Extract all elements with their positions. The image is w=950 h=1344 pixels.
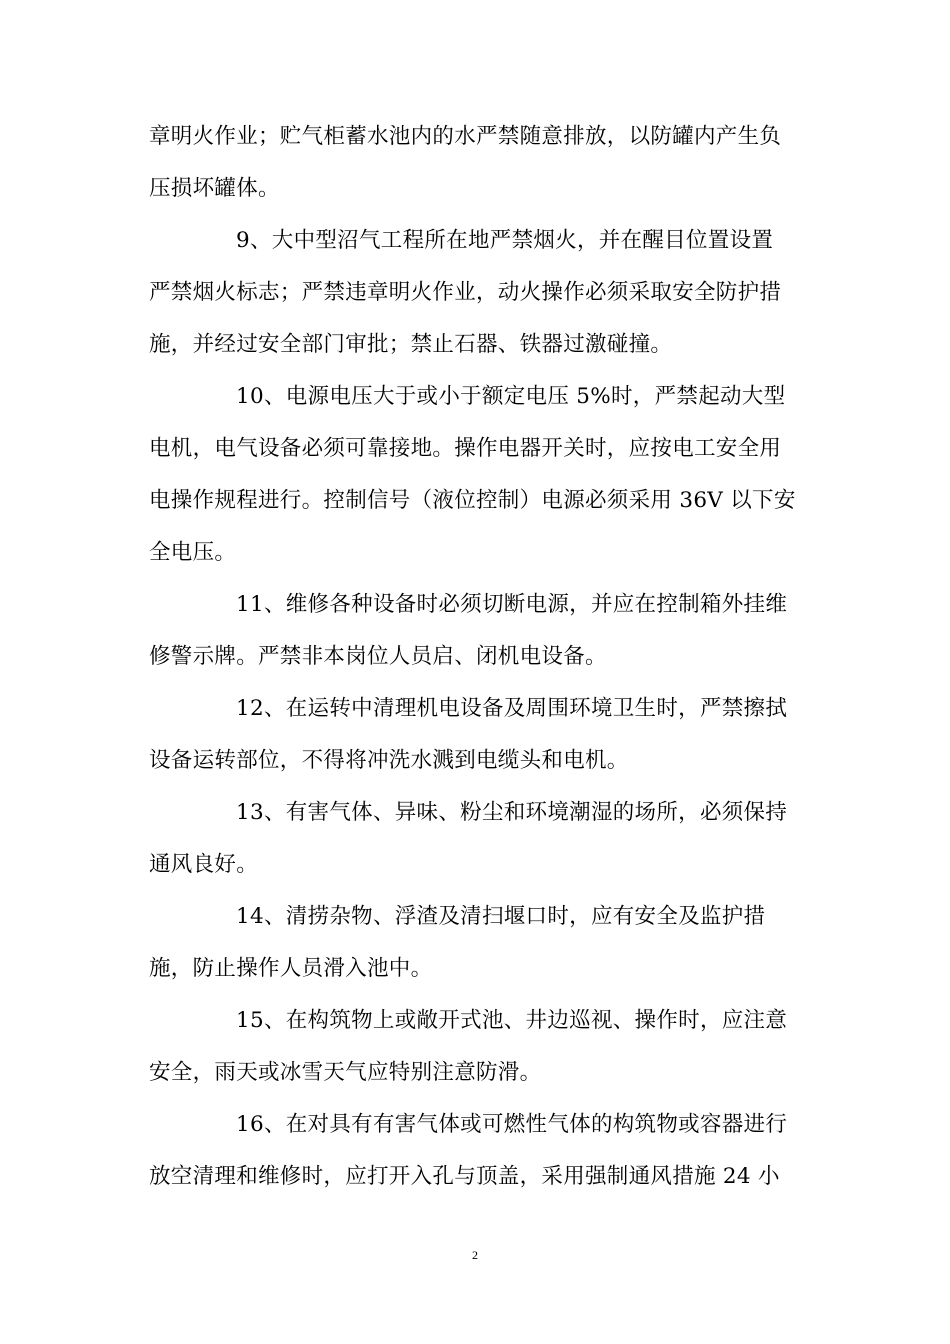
text-line: 安全，雨天或冰雪天气应特别注意防滑。: [149, 1060, 542, 1085]
text-line: 严禁烟火标志；严禁违章明火作业，动火操作必须采取安全防护措: [149, 280, 782, 305]
page-number: 2: [472, 1248, 478, 1262]
paragraph-16-start: 16、在对具有有害气体或可燃性气体的构筑物或容器进行: [236, 1112, 788, 1137]
paragraph-9-start: 9、大中型沼气工程所在地严禁烟火，并在醒目位置设置: [236, 228, 774, 253]
paragraph-11-start: 11、维修各种设备时必须切断电源，并应在控制箱外挂维: [236, 592, 788, 617]
text-line: 放空清理和维修时，应打开入孔与顶盖，采用强制通风措施 24 小: [149, 1164, 780, 1189]
paragraph-10-start: 10、电源电压大于或小于额定电压 5%时，严禁起动大型: [236, 384, 786, 409]
text-line: 电机，电气设备必须可靠接地。操作电器开关时，应按电工安全用: [149, 436, 782, 461]
paragraph-14-start: 14、清捞杂物、浮渣及清扫堰口时，应有安全及监护措: [236, 904, 766, 929]
text-line: 压损坏罐体。: [149, 176, 280, 201]
text-line: 施，防止操作人员滑入池中。: [149, 956, 433, 981]
paragraph-12-start: 12、在运转中清理机电设备及周围环境卫生时，严禁擦拭: [236, 696, 788, 721]
text-line: 全电压。: [149, 540, 237, 565]
body-text: [149, 115, 799, 1207]
paragraph-15-start: 15、在构筑物上或敞开式池、井边巡视、操作时，应注意: [236, 1008, 788, 1033]
text-line: 设备运转部位，不得将冲洗水溅到电缆头和电机。: [149, 748, 629, 773]
paragraph-13-start: 13、有害气体、异味、粉尘和环境潮湿的场所，必须保持: [236, 800, 788, 825]
text-line: 电操作规程进行。控制信号（液位控制）电源必须采用 36V 以下安: [149, 488, 796, 513]
text-line: 章明火作业；贮气柜蓄水池内的水严禁随意排放，以防罐内产生负: [149, 124, 782, 149]
text-line: 通风良好。: [149, 852, 259, 877]
text-line: 修警示牌。严禁非本岗位人员启、闭机电设备。: [149, 644, 607, 669]
text-line: 施，并经过安全部门审批；禁止石器、铁器过激碰撞。: [149, 332, 673, 357]
